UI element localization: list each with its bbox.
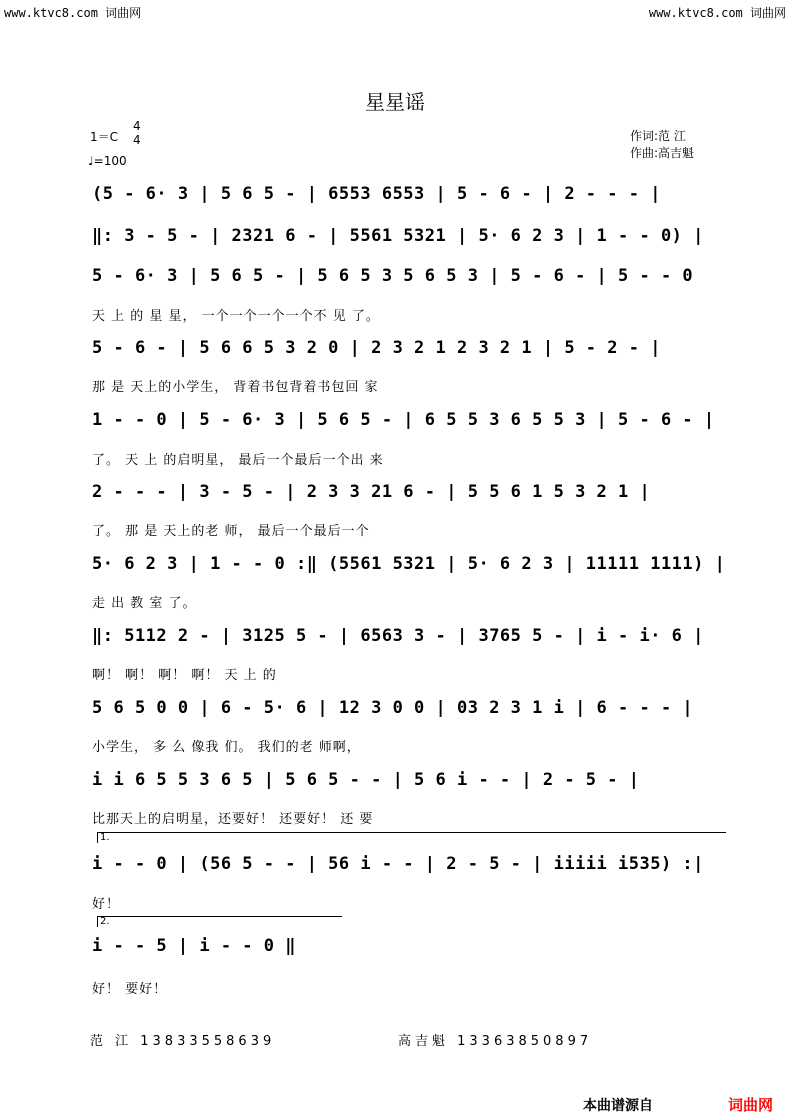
time-signature-top: 4 — [133, 119, 141, 133]
lyric-row-6: 了。 那 是 天上的老 师， 最后一个最后一个 — [92, 524, 370, 539]
lyricist-contact: 范 江 13833558639 — [90, 1034, 276, 1049]
composer-contact: 高吉魁 13363850897 — [398, 1034, 593, 1049]
lyric-row-8: 啊！ 啊！ 啊！ 啊！ 天 上 的 — [92, 668, 277, 683]
volta-1-label: 1. — [100, 832, 110, 843]
volta-1-bracket — [97, 832, 726, 843]
lyric-row-3: 天 上 的 星 星， 一个一个一个一个不 见 了。 — [92, 309, 380, 324]
score-row-11: i - - 0 | (56 5 - - | 56 i - - | 2 - 5 - | iiiii i535) :| — [92, 854, 704, 874]
volta-2-label: 2. — [100, 916, 110, 927]
lyric-row-4: 那 是 天上的小学生， 背着书包背着书包回 家 — [92, 380, 379, 395]
source-label: 本曲谱源自 — [583, 1098, 653, 1114]
score-row-10: i i 6 5 5 3 6 5 | 5 6 5 - - | 5 6 i - - | 2 - 5 - | — [92, 770, 640, 790]
score-row-1: (5 - 6· 3 | 5 6 5 - | 6553 6553 | 5 - 6 - | 2 - - - | — [92, 184, 661, 204]
volta-2-bracket — [97, 916, 342, 927]
score-row-12: i - - 5 | i - - 0 ‖ — [92, 936, 296, 956]
lyric-row-11: 好！ — [92, 897, 121, 912]
watermark-left: www.ktvc8.com 词曲网 — [4, 6, 142, 20]
composer-credit: 作曲:高吉魁 — [630, 146, 695, 160]
score-row-5: 1 - - 0 | 5 - 6· 3 | 5 6 5 - | 6 5 5 3 6 5 5 3 | 5 - 6 - | — [92, 410, 715, 430]
lyric-row-9: 小学生， 多 么 像我 们。 我们的老 师啊， — [92, 740, 361, 755]
lyric-row-7: 走 出 教 室 了。 — [92, 596, 197, 611]
lyric-row-12: 好！ 要好！ — [92, 982, 168, 997]
tempo-marking: ♩=100 — [88, 154, 127, 168]
score-row-3: 5 - 6· 3 | 5 6 5 - | 5 6 5 3 5 6 5 3 | 5 - 6 - | 5 - - 0 — [92, 266, 694, 286]
score-row-4: 5 - 6 - | 5 6 6 5 3 2 0 | 2 3 2 1 2 3 2 1 | 5 - 2 - | — [92, 338, 661, 358]
score-row-6: 2 - - - | 3 - 5 - | 2 3 3 21 6 - | 5 5 6 1 5 3 2 1 | — [92, 482, 651, 502]
key-signature: 1＝C — [90, 130, 119, 144]
time-signature-bottom: 4 — [133, 133, 141, 147]
score-row-7: 5· 6 2 3 | 1 - - 0 :‖ (5561 5321 | 5· 6 2 3 | 11111 1111) | — [92, 554, 726, 574]
lyric-row-5: 了。 天 上 的启明星， 最后一个最后一个出 来 — [92, 453, 384, 468]
source-brand-link[interactable]: 词曲网 — [728, 1096, 774, 1114]
score-row-8: ‖: 5112 2 - | 3125 5 - | 6563 3 - | 3765 5 - | i - i· 6 | — [92, 626, 704, 646]
lyricist-credit: 作词:范 江 — [630, 129, 686, 143]
page-title: 星星谣 — [365, 90, 425, 114]
score-row-9: 5 6 5 0 0 | 6 - 5· 6 | 12 3 0 0 | 03 2 3 1 i | 6 - - - | — [92, 698, 694, 718]
watermark-right: www.ktvc8.com 词曲网 — [648, 6, 786, 20]
lyric-row-10: 比那天上的启明星，还要好！ 还要好！ 还 要 — [92, 812, 374, 827]
time-signature — [133, 119, 141, 147]
score-row-2: ‖: 3 - 5 - | 2321 6 - | 5561 5321 | 5· 6 2 3 | 1 - - 0) | — [92, 226, 704, 246]
